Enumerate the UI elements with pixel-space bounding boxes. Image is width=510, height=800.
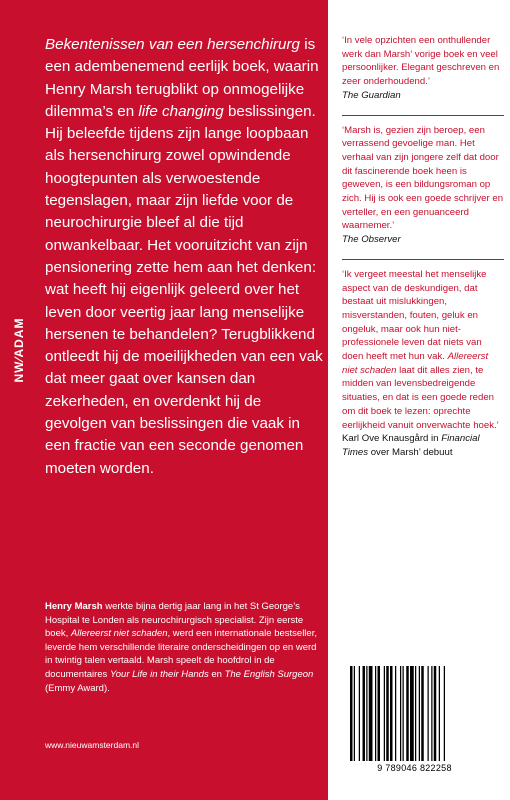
barcode-bar (366, 666, 367, 761)
barcode-bar (419, 666, 420, 761)
divider (342, 259, 504, 260)
barcode-bar (359, 666, 360, 761)
quote-1-source: The Guardian (342, 89, 401, 101)
barcode-bar (369, 666, 373, 761)
publisher-logo (5, 317, 33, 383)
bio-doc2: The English Surgeon (224, 668, 314, 680)
blurb-text-b: beslissingen. Hij beleefde tijdens zijn lange loopbaan als hersenchirurg zowel opwindende hoogtepunten als verwoestende tegenslagen, maar zijn liefde voor de neurochirurgie bleef al die tijd onwankelbaar. Het vooruitzicht van zijn pensionering zette hem aan het denken: wat heeft hij eigenlijk geleerd over het leven door veertig jaar lang menselijke hersenen te behandelen? Terugblikkend ontleedt hij de moeilijkheden van een vak dat meer gaat over kansen dan zekerheden, en overdenkt hij de gevolgen van beslissingen die vaak in een fractie van een seconde genomen moeten worden. (45, 102, 323, 477)
barcode-bar (354, 666, 355, 761)
blurb-italic: life changing (138, 102, 224, 120)
quote-1: ‘In vele opzichten een onthullender werk dan Marsh’ vorige boek en veel persoonlijker. Elegant geschreven en zeer onderhoudend.’ (342, 35, 500, 88)
barcode-bar (431, 666, 432, 761)
publisher-url: www.nieuwamsterdam.nl (45, 740, 140, 750)
quote-3-source-a: Karl Ove Knausgård in (342, 433, 442, 445)
blurb-text-a: is een adembenemend eerlijk boek, waarin Henry Marsh terugblikt op onmogelijke dilemma’s en (45, 36, 319, 120)
quote-3-text-a: ‘Ik vergeet meestal het menselijke aspect van de deskundigen, dat bestaat uit mislukkingen, misverstanden, fouten, geluk en ongeluk, maar ook hun niet-professionele leven dat niets van doen heeft met hun vak. (342, 268, 487, 363)
barcode-bar (434, 666, 437, 761)
barcode-bar (421, 666, 424, 761)
barcode-bar (390, 666, 393, 761)
barcode-bar (406, 666, 409, 761)
barcode-bar (350, 666, 353, 761)
book-title: Bekentenissen van een hersenchirurg (45, 36, 300, 53)
barcode-bar (386, 666, 389, 761)
author-name: Henry Marsh (45, 601, 103, 612)
quotes (342, 34, 504, 460)
barcode-bar (400, 666, 401, 761)
quote-2-source: The Observer (342, 234, 401, 246)
quote-3-source-pub: Financial Times (342, 433, 480, 458)
bio-text-d: (Emmy Award). (45, 682, 110, 694)
author-bio (45, 600, 323, 695)
quote-3-italic: Allereerst niet schaden (342, 351, 489, 376)
quote-3 (342, 268, 504, 432)
publisher-logo-text: NW⁄ADAM (12, 317, 26, 383)
quote-3-source-b: over Marsh’ debuut (368, 446, 453, 458)
quote-3-source (342, 432, 504, 459)
barcode-bar (375, 666, 376, 761)
bio-text-a: werkte bijna dertig jaar lang in het St George’s Hospital te Londen als neurochirurgisch specialist. Zijn eerste boek, (45, 601, 304, 640)
barcode-bar (363, 666, 366, 761)
barcode-bar (410, 666, 414, 761)
quote-2: ‘Marsh is, gezien zijn beroep, een verrassend gevoelige man. Het verhaal van zijn jongere zelf dat door dit fascinerende boek heen is geweven, is een bildungsroman op zich. Hij is ook een goede schrijver en verteller, en een genuanceerd waarnemer.’ (342, 124, 504, 232)
bio-doc1: Your Life in their Hands (109, 668, 209, 680)
barcode-bar (403, 666, 404, 761)
bio-text-c: en (208, 668, 225, 680)
barcode-bar (444, 666, 445, 761)
barcode-bar (395, 666, 396, 761)
barcode-bar (378, 666, 381, 761)
barcode-bar (439, 666, 440, 761)
blurb (45, 34, 323, 480)
barcode-bar (428, 666, 429, 761)
barcode-number: 9 789046 822258 (377, 763, 452, 773)
barcode-bar (384, 666, 385, 761)
bio-text-b: , werd een internationale bestseller, leverde hem verschillende literaire onderscheidingen op en werd in twintig talen vertaald. Marsh speelt de hoofdrol in de documentaires (45, 628, 317, 680)
bio-book: Allereerst niet schaden (70, 628, 168, 640)
barcode-bar (415, 666, 416, 761)
divider (342, 115, 504, 116)
quote-3-text-b: laat dit alles zien, te midden van levensbedreigende situaties, en dat is een goede reden om dit boek te lezen: oprechte eerlijkheid vanuit onverwachte hoek.’ (342, 364, 499, 431)
